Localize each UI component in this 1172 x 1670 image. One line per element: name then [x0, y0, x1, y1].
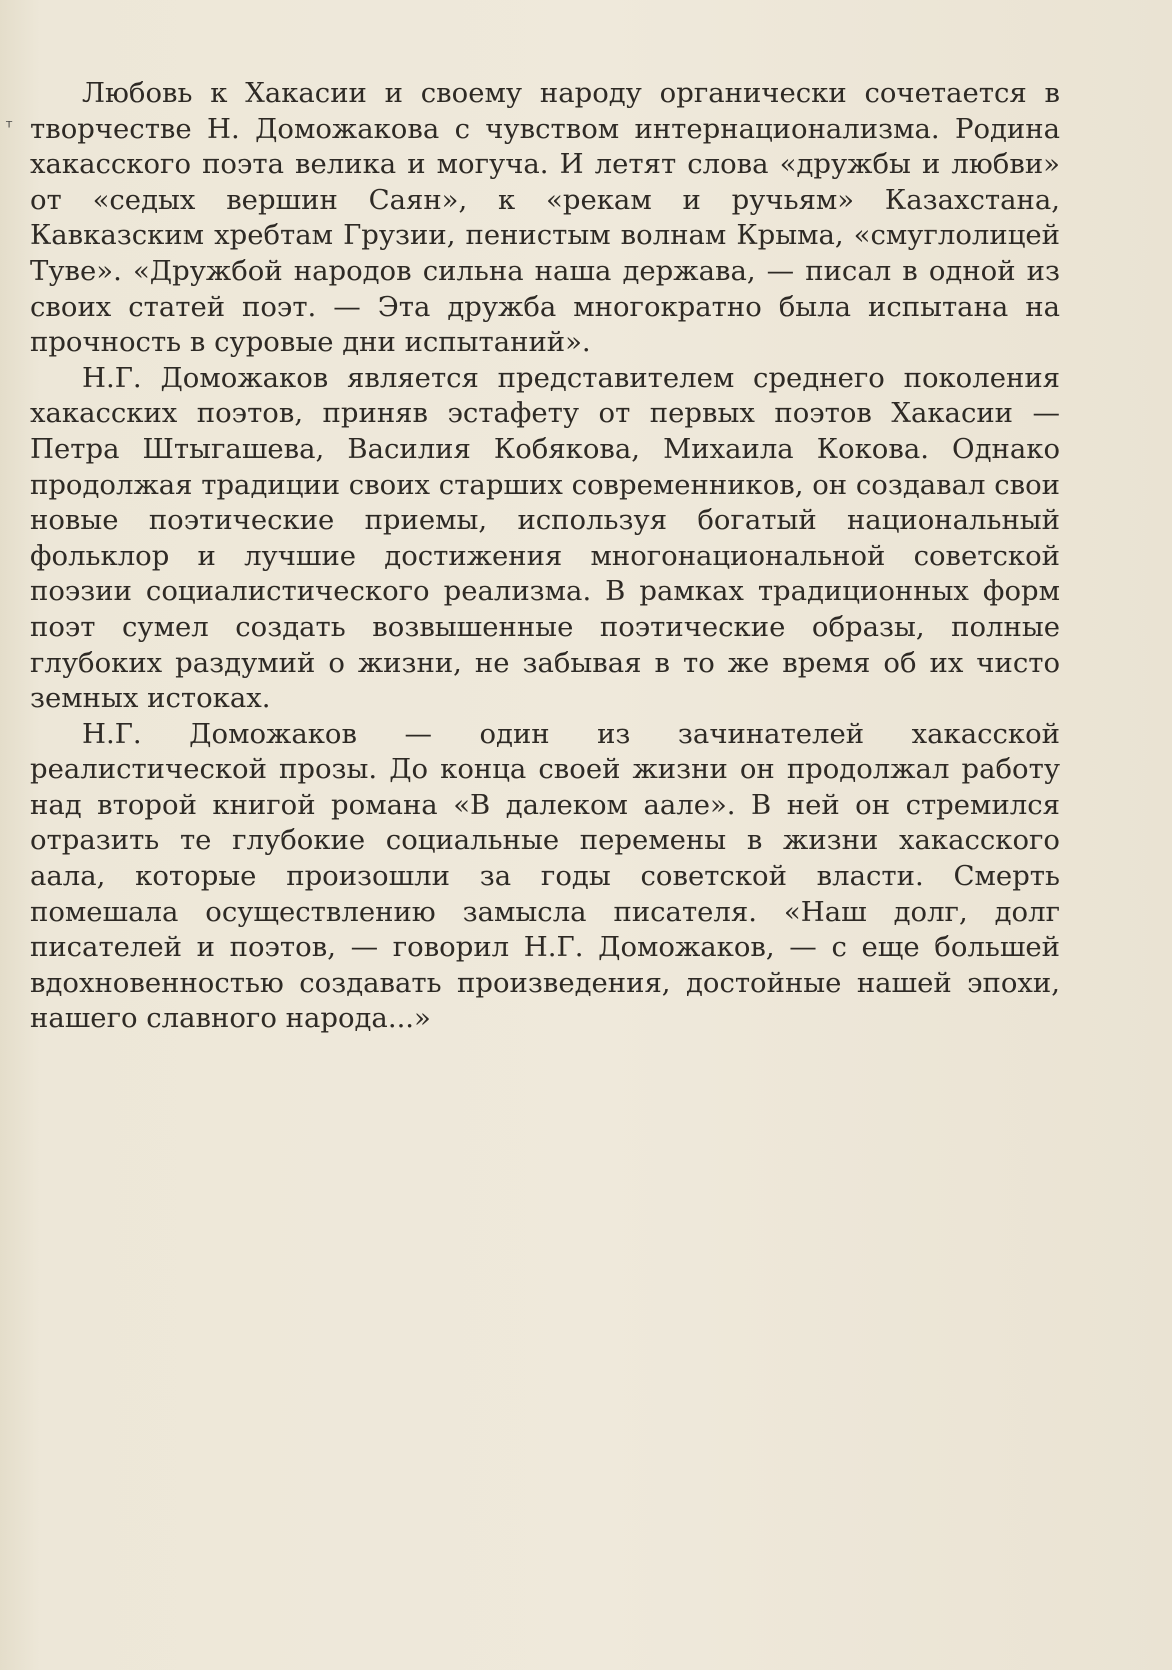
paragraph-2: Н.Г. Доможаков является представителем среднего поколения хакасских поэтов, приняв эстафету от первых поэтов Хакасии — Петра Штыгашева, Василия Кобякова, Михаила Кокова. Однако продолжая традиции своих старших современников, он создавал свои новые поэтические приемы, используя богатый национальный фольклор и лучшие достижения многонациональной советской поэзии социалистического реализма. В рамках традиционных форм поэт сумел создать возвышенные поэтические образы, полные глубоких раздумий о жизни, не забывая в то же время об их чисто земных истоках. — [30, 361, 1061, 715]
margin-mark: ᵀ — [6, 118, 13, 137]
body-text — [30, 76, 1060, 1037]
paragraph-3: Н.Г. Доможаков — один из зачинателей хакасской реалистической прозы. До конца своей жизни он продолжал работу над второй книгой романа «В далеком аале». В ней он стремился отразить те глубокие социальные перемены в жизни хакасского аала, которые произошли за годы советской власти. Смерть помешала осуществлению замысла писателя. «Наш долг, долг писателей и поэтов, — говорил Н.Г. Доможаков, — с еще большей вдохновенностью создавать произведения, достойные нашей эпохи, нашего славного народа...» — [30, 717, 1060, 1035]
paragraph-1: Любовь к Хакасии и своему народу органически сочетается в творчестве Н. Доможакова с чувством интернационализма. Родина хакасского поэта велика и могуча. И летят слова «дружбы и любви» от «седых вершин Саян», к «рекам и ручьям» Казахстана, Кавказским хребтам Грузии, пенистым волнам Крыма, «смуглолицей Туве». «Дружбой народов сильна наша держава, — писал в одной из своих статей поэт. — Эта дружба многократно была испытана на прочность в суровые дни испытаний». — [30, 77, 1060, 359]
